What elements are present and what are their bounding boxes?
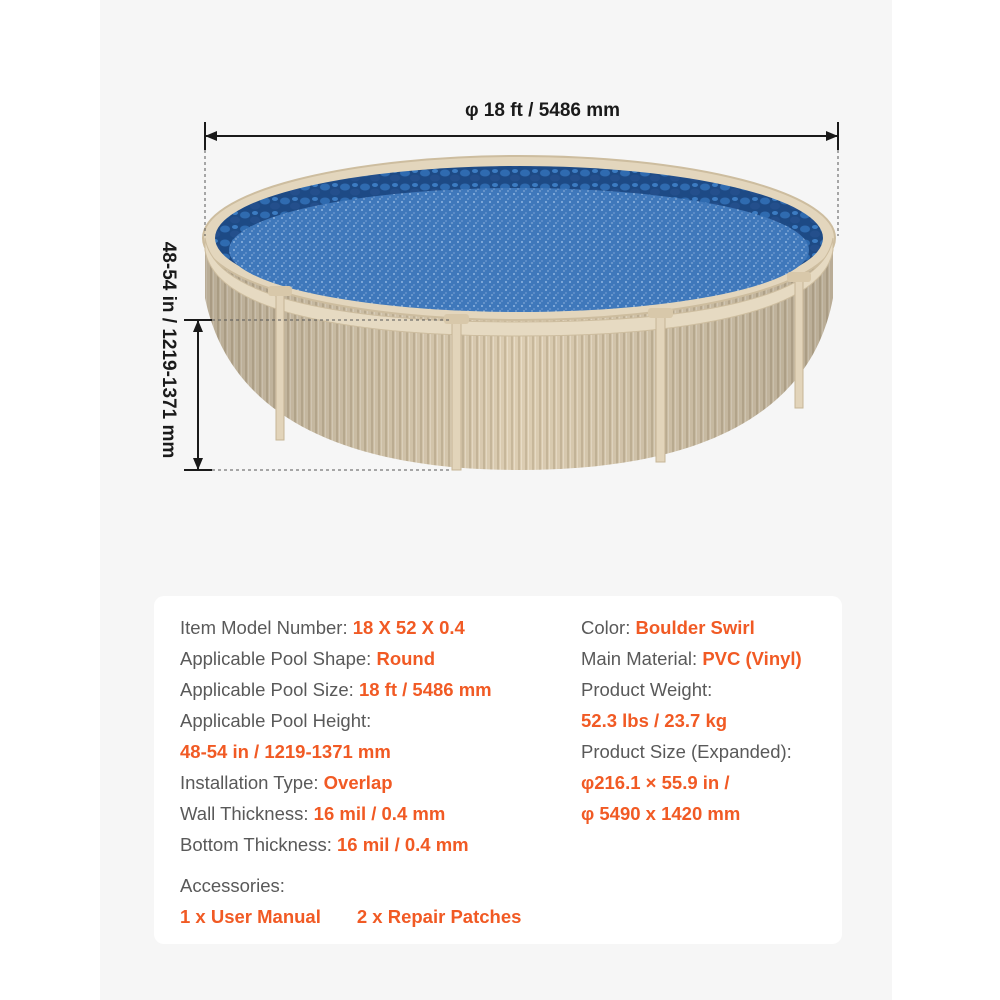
spec-value: 18 ft / 5486 mm bbox=[358, 679, 492, 700]
spec-weight-value: 52.3 lbs / 23.7 kg bbox=[581, 710, 728, 731]
spec-label: Wall Thickness: bbox=[180, 803, 314, 824]
spec-product-size-value-mm: φ 5490 x 1420 mm bbox=[581, 803, 741, 824]
spec-accessories bbox=[180, 901, 521, 932]
spec-value: 16 mil / 0.4 mm bbox=[313, 803, 446, 824]
spec-label: Color: bbox=[581, 617, 636, 638]
spec-product-size-value-in: φ216.1 × 55.9 in / bbox=[581, 772, 730, 793]
spec-column-right bbox=[581, 612, 802, 829]
spec-height-value: 48-54 in / 1219-1371 mm bbox=[180, 741, 391, 762]
spec-install bbox=[180, 767, 521, 798]
spec-label: Item Model Number: bbox=[180, 617, 353, 638]
spec-column-left bbox=[180, 612, 521, 932]
height-label: 48-54 in / 1219-1371 mm bbox=[158, 241, 179, 459]
spec-height-label: Applicable Pool Height: bbox=[180, 710, 372, 731]
spec-value: 16 mil / 0.4 mm bbox=[336, 834, 469, 855]
spec-weight-label: Product Weight: bbox=[581, 679, 713, 700]
spec-size bbox=[180, 674, 521, 705]
spec-label: Installation Type: bbox=[180, 772, 324, 793]
spec-value: Overlap bbox=[323, 772, 393, 793]
spec-product-size-label: Product Size (Expanded): bbox=[581, 741, 792, 762]
spec-value: 18 X 52 X 0.4 bbox=[352, 617, 465, 638]
spec-color bbox=[581, 612, 802, 643]
accessory-item: 2 x Repair Patches bbox=[356, 906, 522, 927]
spec-shape bbox=[180, 643, 521, 674]
spec-label: Bottom Thickness: bbox=[180, 834, 337, 855]
spec-label: Applicable Pool Shape: bbox=[180, 648, 377, 669]
accessory-item: 1 x User Manual bbox=[180, 906, 321, 927]
spec-accessories-label: Accessories: bbox=[180, 875, 285, 896]
spec-model bbox=[180, 612, 521, 643]
spec-wall bbox=[180, 798, 521, 829]
spec-value: PVC (Vinyl) bbox=[702, 648, 802, 669]
spec-label: Main Material: bbox=[581, 648, 703, 669]
spec-label: Applicable Pool Size: bbox=[180, 679, 359, 700]
spec-value: Round bbox=[376, 648, 436, 669]
spec-material bbox=[581, 643, 802, 674]
diameter-label: φ 18 ft / 5486 mm bbox=[464, 100, 621, 121]
spec-card bbox=[154, 596, 842, 944]
spec-value: Boulder Swirl bbox=[635, 617, 755, 638]
spec-bottom bbox=[180, 829, 521, 860]
